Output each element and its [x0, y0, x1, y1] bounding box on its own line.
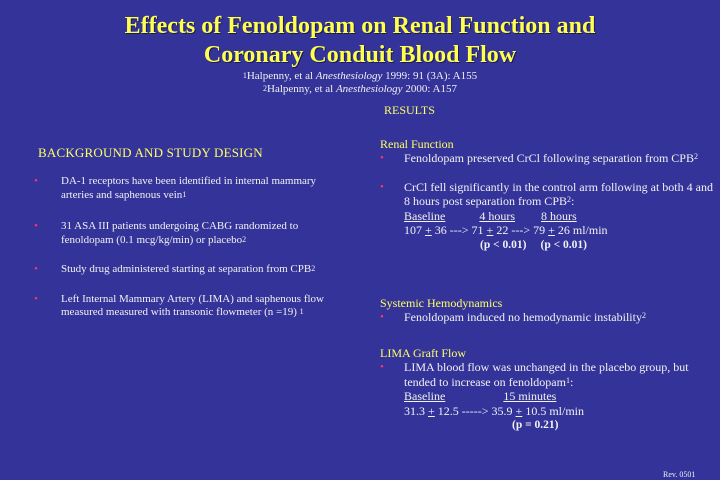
- lima-flow-title: LIMA Graft Flow: [380, 346, 466, 360]
- renal-timepoints-row: [404, 209, 714, 224]
- footnote-ref: 2: [641, 311, 646, 320]
- background-item: [34, 263, 334, 277]
- footnote-ref: 1: [565, 375, 570, 385]
- renal-value-4h: 36 ---> 71: [431, 223, 487, 237]
- background-item-text: DA-1 receptors have been identified in internal mammary arteries and saphenous vein: [61, 175, 317, 201]
- renal-8h-label: 8 hours: [541, 208, 577, 223]
- ref-2-number: 2: [263, 84, 268, 93]
- lima-value-sd: 10.5 ml/min: [522, 403, 584, 418]
- hemodynamics-bullet-1: [380, 310, 710, 325]
- renal-p-value-4h: (p < 0.01): [480, 238, 527, 251]
- background-item: [34, 175, 334, 202]
- lima-value-baseline: 31.3: [404, 403, 428, 418]
- bullet-icon: •: [34, 292, 38, 305]
- lima-bullet-1-text: LIMA blood flow was unchanged in the placebo group, but tended to increase on fenoldopam: [404, 360, 689, 389]
- bullet-icon: •: [34, 220, 38, 232]
- footnote-ref: 1: [182, 189, 187, 199]
- results-heading: RESULTS: [384, 103, 435, 117]
- ref-2-authors: Halpenny, et al: [267, 83, 336, 95]
- lima-bullet-1: [380, 360, 704, 433]
- renal-bullet-2-colon: :: [571, 194, 575, 208]
- renal-value-baseline: 107: [404, 223, 425, 237]
- lima-baseline-label: Baseline: [404, 389, 446, 403]
- footnote-ref: 2: [311, 264, 316, 273]
- bullet-icon: •: [380, 152, 384, 164]
- plus-minus: +: [515, 403, 523, 418]
- background-item-text: 31 ASA III patients undergoing CABG randomized to fenoldopam (0.1 mcg/kg/min) or placebo: [61, 220, 299, 246]
- renal-bullet-2: [380, 180, 714, 253]
- lima-values-row: [404, 404, 704, 419]
- renal-bullet-1: [380, 151, 704, 166]
- bullet-icon: •: [34, 175, 38, 187]
- background-item-text: Study drug administered starting at separation from CPB: [61, 263, 312, 275]
- bullet-icon: •: [34, 263, 38, 275]
- ref-1-authors: Halpenny, et al: [246, 70, 316, 82]
- renal-p-value-8h: (p < 0.01): [540, 238, 587, 251]
- renal-value-sd: 26 ml/min: [554, 223, 608, 237]
- lima-bullet-1-colon: :: [569, 374, 574, 389]
- footnote-ref: 2: [242, 234, 247, 244]
- background-item-text: Left Internal Mammary Artery (LIMA) and saphenous flow measured measured with transonic flowmeter (n =19): [61, 292, 325, 318]
- bullet-icon: •: [380, 180, 384, 193]
- bullet-icon: •: [380, 311, 384, 323]
- revision-label: Rev. 0501: [663, 470, 696, 479]
- reference-2: [0, 83, 720, 96]
- footnote-ref: 2: [693, 152, 698, 161]
- plus-minus: +: [486, 223, 494, 237]
- renal-4h-label: 4 hours: [479, 208, 515, 223]
- renal-bullet-1-text: Fenoldopam preserved CrCl following separation from CPB: [404, 151, 694, 165]
- renal-p-values-row: [404, 238, 714, 253]
- background-list: [34, 175, 334, 318]
- lima-timepoints-row: [404, 389, 704, 404]
- background-heading: BACKGROUND AND STUDY DESIGN: [38, 145, 263, 160]
- references: [0, 70, 720, 96]
- footnote-ref: 1: [299, 307, 304, 316]
- renal-values-row: [404, 223, 714, 238]
- title-line-1: Effects of Fenoldopam on Renal Function and: [124, 13, 596, 39]
- ref-2-journal: Anesthesiology: [335, 83, 403, 95]
- hemodynamics-section: [380, 296, 710, 325]
- lima-15min-label: 15 minutes: [503, 389, 557, 403]
- title-line-2: Coronary Conduit Blood Flow: [203, 42, 517, 68]
- ref-2-citation: 2000: A157: [402, 83, 457, 95]
- background-item: [34, 293, 334, 320]
- renal-baseline-label: Baseline: [404, 208, 446, 223]
- hemodynamics-bullet-1-text: Fenoldopam induced no hemodynamic instability: [404, 310, 642, 324]
- plus-minus: +: [428, 403, 435, 418]
- lima-flow-section: [380, 346, 710, 433]
- renal-function-section: [380, 137, 713, 252]
- renal-bullet-2-text: CrCl fell significantly in the control arm following at both 4 and 8 hours post separation from CPB: [404, 179, 713, 208]
- lima-value-15min: 12.5 -----> 35.9: [434, 403, 516, 418]
- background-item: [34, 220, 334, 247]
- ref-1-number: 1: [242, 71, 247, 80]
- renal-function-title: Renal Function: [380, 137, 454, 151]
- footnote-ref: 2: [567, 195, 571, 204]
- ref-1-journal: Anesthesiology: [315, 70, 383, 82]
- lima-p-value: (p = 0.21): [512, 419, 559, 431]
- hemodynamics-title: Systemic Hemodynamics: [380, 296, 503, 310]
- plus-minus: +: [548, 223, 555, 237]
- renal-value-8h: 22 ---> 79: [493, 223, 549, 237]
- reference-1: [0, 70, 720, 83]
- ref-1-citation: 1999: 91 (3A): A155: [382, 70, 478, 82]
- plus-minus: +: [425, 223, 432, 237]
- bullet-icon: •: [380, 361, 384, 373]
- slide-title: [0, 12, 720, 70]
- lima-p-value-row: [404, 418, 704, 433]
